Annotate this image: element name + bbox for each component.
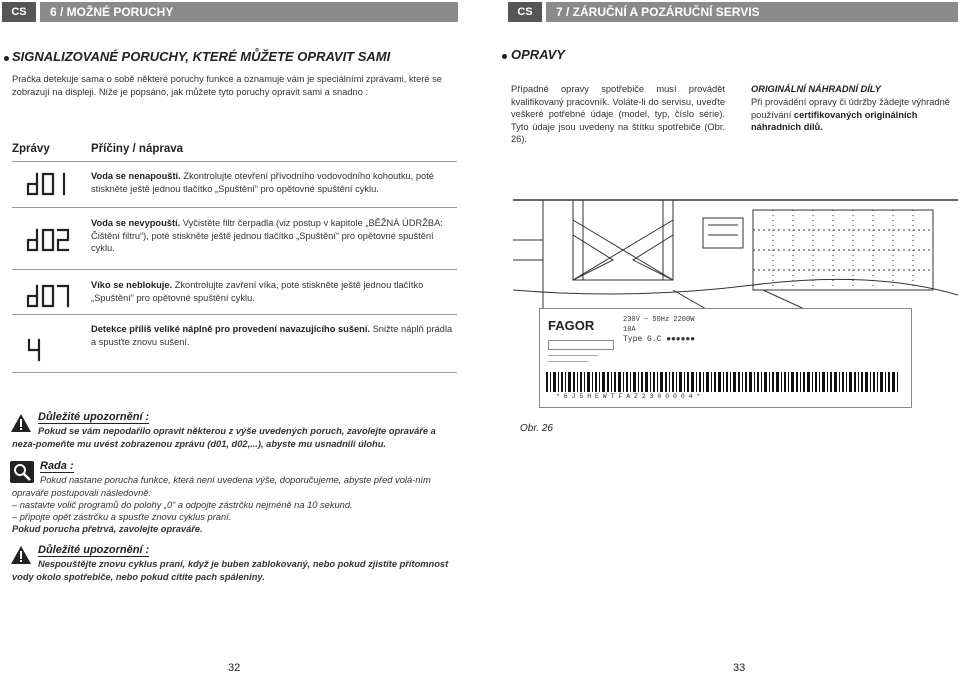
divider [12,314,457,315]
fault-d02-title: Voda se nevypouští. [91,218,181,228]
repairs-text: Případné opravy spotřebiče musí provádět kvalifikovaný pracovník. Voláte-li do servisu, uveďte veškeré potřebné údaje (model, typ, číslo série). Tyto údaje jsou uvedeny na štítku spotřebiče (Obr. 26). [511,84,725,144]
label-amperage: 10A [623,326,636,334]
fault-d01-title: Voda se nenapouští. [91,171,181,181]
warning-text-2: Nespouštějte znovu cyklus praní, když je buben zablokovaný, nebo pokud zjistíte přítomnost vody okolo spotřebiče, nebo pokud cítíte pach spáleniny. [12,559,449,582]
language-badge-right: CS [508,2,542,22]
faults-section-title: SIGNALIZOVANÉ PORUCHY, KTERÉ MŮŽETE OPRAVIT SAMI [12,49,391,64]
label-field [548,340,614,350]
machine-rear-illustration [513,180,958,313]
page-number-left: 32 [228,662,241,674]
label-electrical-rating: 230V ~ 50Hz 2200W [623,316,695,324]
fault-d01-text: Zkontrolujte otevření přívodního vodovodního kohoutku, poté stiskněte ještě jednou tlačítko „Spuštění“ pro opětovné spuštění cyklu. [91,171,434,194]
display-code-d02-icon [26,228,70,252]
warning-text-1: Pokud se vám nepodařilo opravit některou z výše uvedených poruch, zavolejte opraváře a neza-pomeňte mu uvést zobrazenou zprávu (d01, d02,...), abyste mu usnadnili úlohu. [12,426,436,449]
fault-4-description [91,323,457,348]
fault-d07-text: Zkontrolujte zavření víka, poté stiskněte ještě jednou tlačítko „Spuštění“ pro opětovné spuštění cyklu. [91,280,424,303]
label-type: Type G.C ●●●●●● [623,335,696,344]
tip-title: Rada : [40,460,74,472]
tip-line-3: – připojte opět zástrčku a spusťte znovu cyklus praní. [12,512,232,522]
language-badge-left: CS [2,2,36,22]
divider [12,161,457,162]
tip-line-4: Pokud porucha přetrvá, zavolejte opraváře. [12,524,203,534]
fault-d07-title: Víko se neblokuje. [91,280,173,290]
fault-d02-text: Vyčistěte filtr čerpadla (viz postup v kapitole „BĚŽNÁ ÚDRŽBA: Čištění filtru“), poté stiskněte ještě jednou tlačítko „Spuštění“ pro opětovné spuštění cyklu. [91,218,443,253]
bullet-icon [4,56,9,61]
fault-4-title: Detekce příliš veliké náplně pro provedení navazujícího sušení. [91,324,371,334]
figure-caption: Obr. 26 [520,423,553,434]
warning-title-1: Důležité upozornění : [38,411,150,423]
display-code-4-icon [26,338,46,362]
spare-parts-text: Při provádění opravy či údržby žádejte výhradně používání certifikovaných originálních náhradních dílů. [751,97,950,132]
repairs-section-title: OPRAVY [511,47,565,62]
warning-title-2: Důležité upozornění : [38,544,150,556]
label-line [548,355,598,356]
spare-parts-title: ORIGINÁLNÍ NÁHRADNÍ DÍLY [751,84,881,94]
fault-4-text: Snižte náplň prádla a spusťte znovu sušení. [91,324,453,347]
divider [12,269,457,270]
column-header-causes: Příčiny / náprava [91,143,184,155]
bullet-icon [502,54,507,59]
label-line [548,361,588,362]
fault-d01-description [91,170,457,195]
label-brand-logo: FAGOR [548,318,595,333]
barcode-icon [546,372,901,392]
divider [12,207,457,208]
fault-d02-description [91,217,457,255]
column-header-messages: Zprávy [12,143,50,155]
display-code-d01-icon [26,172,70,196]
page-number-right: 33 [733,662,746,674]
fault-d07-description [91,279,457,304]
tip-line-2: – nastavte volič programů do polohy „0“ a odpojte zástrčku nejméně na 10 sekund. [12,500,353,510]
left-page-header: 6 / MOŽNÉ PORUCHY [40,2,458,22]
divider [12,372,457,373]
label-serial-number: * 6 J 5 H E W T F A Z 2 3 0 0 0 0 4 * [556,393,701,400]
tip-line-1: Pokud nastane porucha funkce, která není uvedena výše, doporučujeme, abyste před volá-ním opraváře postupovali následovně: [12,475,431,498]
display-code-d07-icon [26,284,70,308]
faults-intro: Pračka detekuje sama o sobě některé poruchy funkce a oznamuje vám je speciálními zprávami, které se zobrazují na displeji. Níže je popsáno, jak můžete tyto poruchy opravit sami a snadno : [12,74,442,97]
right-page-header: 7 / ZÁRUČNÍ A POZÁRUČNÍ SERVIS [546,2,958,22]
